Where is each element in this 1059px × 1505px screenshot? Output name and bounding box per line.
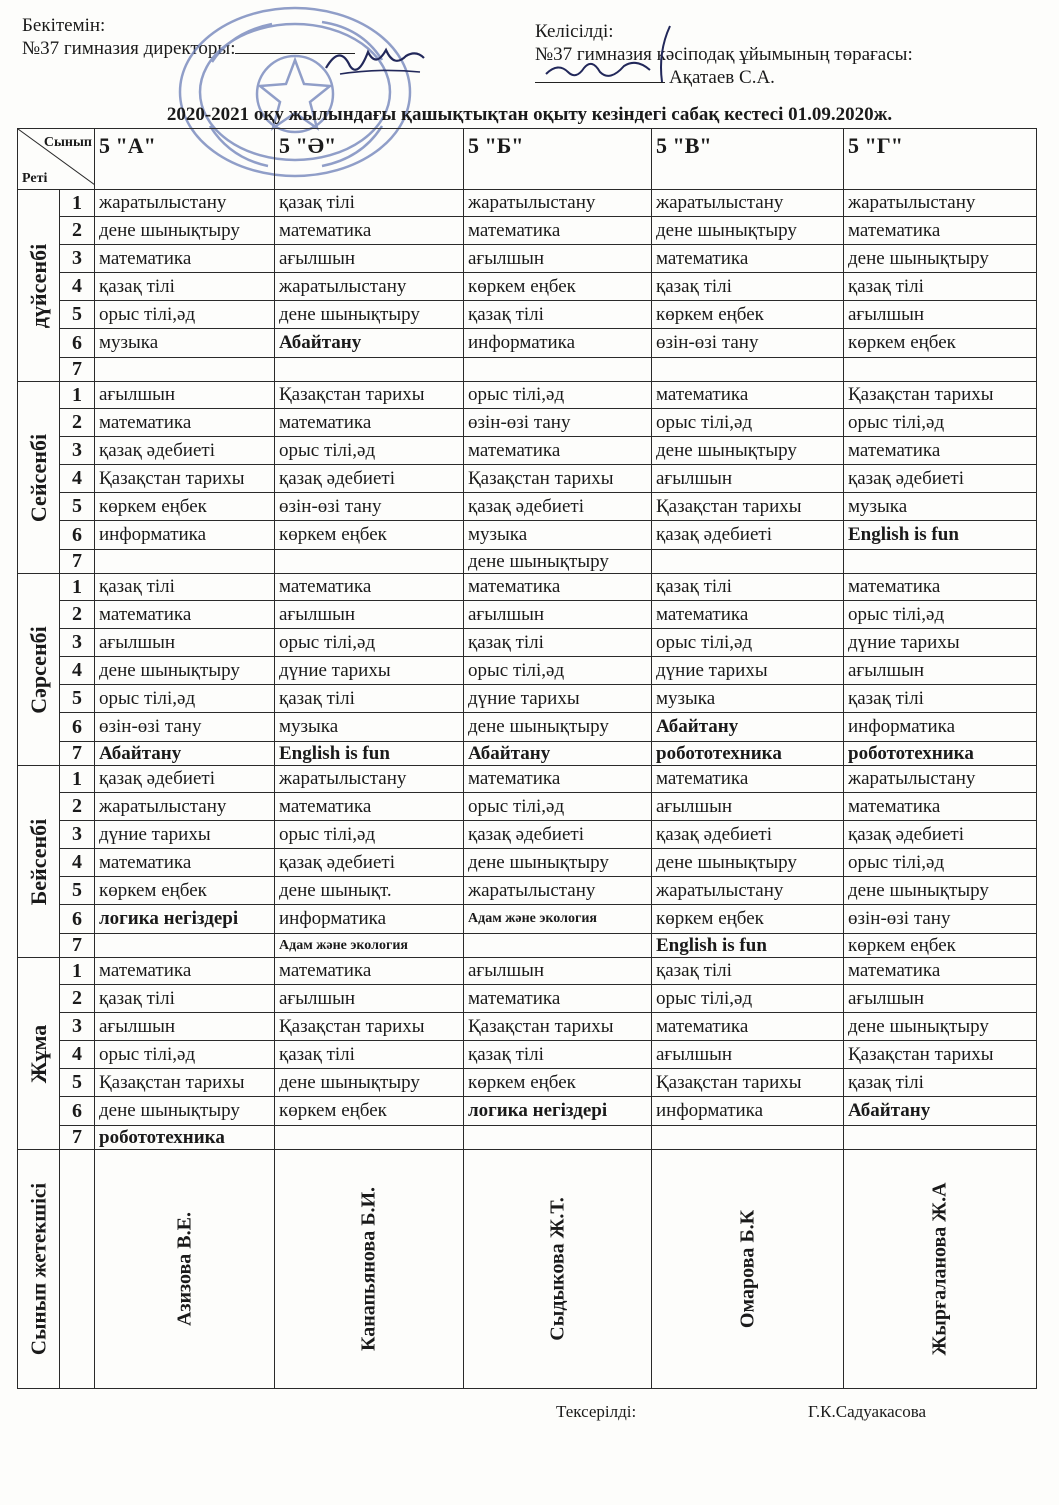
lesson-cell: қазақ тілі [844, 1069, 1037, 1097]
teacher-name: Канапьянова Б.И. [357, 1186, 380, 1352]
lesson-number: 7 [60, 550, 95, 574]
lesson-cell: дене шынықтыру [652, 849, 844, 877]
day-label: Жұма [25, 1024, 51, 1083]
lesson-cell: орыс тілі,әд [464, 793, 652, 821]
table-header-row [18, 129, 1037, 190]
lesson-cell: дене шынықтыру [844, 245, 1037, 273]
checker-name: Г.К.Садуакасова [808, 1402, 927, 1421]
lesson-cell: қазақ тілі [844, 685, 1037, 713]
lesson-cell: ағылшын [275, 245, 464, 273]
lesson-number: 6 [60, 905, 95, 934]
approval-block [22, 14, 359, 60]
lesson-cell: дене шынықтыру [275, 1069, 464, 1097]
table-row [18, 877, 1037, 905]
table-row [18, 958, 1037, 985]
lesson-cell: Қазақстан тарихы [652, 493, 844, 521]
class-header-5b: 5 "Б" [464, 129, 652, 190]
lesson-cell: қазақ әдебиеті [844, 465, 1037, 493]
lesson-cell: орыс тілі,әд [844, 849, 1037, 877]
corner-bottom-label: Реті [22, 171, 48, 186]
table-row [18, 301, 1037, 329]
class-header-5a: 5 "А" [95, 129, 275, 190]
lesson-cell: ағылшын [275, 601, 464, 629]
day-label: дүйсенбі [25, 243, 51, 328]
lesson-cell: дене шынықтыру [95, 657, 275, 685]
lesson-cell: музыка [464, 521, 652, 550]
lesson-number: 4 [60, 273, 95, 301]
lesson-cell: ағылшын [95, 629, 275, 657]
lesson-cell: логика негіздері [464, 1097, 652, 1126]
lesson-cell: жаратылыстану [464, 190, 652, 217]
lesson-cell: қазақ әдебиеті [275, 465, 464, 493]
union-signature-line [535, 68, 665, 83]
lesson-number: 5 [60, 685, 95, 713]
lesson-cell: робототехника [844, 742, 1037, 766]
lesson-number: 2 [60, 217, 95, 245]
lesson-cell: ағылшын [652, 1041, 844, 1069]
table-row [18, 849, 1037, 877]
lesson-number: 2 [60, 793, 95, 821]
lesson-cell: математика [275, 409, 464, 437]
table-row [18, 1041, 1037, 1069]
lesson-cell: жаратылыстану [275, 273, 464, 301]
lesson-cell: математика [275, 793, 464, 821]
lesson-cell: математика [464, 437, 652, 465]
lesson-cell: қазақ тілі [95, 574, 275, 601]
table-row [18, 985, 1037, 1013]
lesson-cell: ағылшын [464, 958, 652, 985]
lesson-cell: орыс тілі,әд [844, 409, 1037, 437]
class-header-5v: 5 "В" [652, 129, 844, 190]
lesson-cell: орыс тілі,әд [652, 985, 844, 1013]
lesson-number: 6 [60, 1097, 95, 1126]
table-row [18, 629, 1037, 657]
lesson-cell: орыс тілі,әд [95, 685, 275, 713]
lesson-cell: қазақ тілі [275, 685, 464, 713]
lesson-cell: ағылшын [464, 601, 652, 629]
lesson-cell [652, 550, 844, 574]
lesson-cell: дүние тарихы [95, 821, 275, 849]
lesson-cell: қазақ әдебиеті [652, 821, 844, 849]
lesson-cell: орыс тілі,әд [844, 601, 1037, 629]
lesson-cell: музыка [844, 493, 1037, 521]
lesson-cell: өзін-өзі тану [95, 713, 275, 742]
day-cell [18, 382, 60, 574]
table-row [18, 190, 1037, 217]
lesson-cell: дене шынықт. [275, 877, 464, 905]
day-label: Бейсенбі [25, 818, 51, 905]
day-cell [18, 766, 60, 958]
lesson-cell: математика [652, 601, 844, 629]
lesson-cell: қазақ тілі [652, 273, 844, 301]
lesson-cell: математика [464, 217, 652, 245]
lesson-cell: Қазақстан тарихы [275, 1013, 464, 1041]
lesson-cell [652, 358, 844, 382]
corner-cell [18, 129, 95, 190]
teacher-name: Омарова Б.К [736, 1209, 758, 1329]
lesson-cell: математика [844, 958, 1037, 985]
table-row [18, 713, 1037, 742]
lesson-cell: дене шынықтыру [95, 217, 275, 245]
lesson-number: 6 [60, 329, 95, 358]
lesson-cell: жаратылыстану [275, 766, 464, 793]
lesson-cell: ағылшын [95, 1013, 275, 1041]
lesson-number: 5 [60, 301, 95, 329]
lesson-number: 2 [60, 409, 95, 437]
lesson-cell: көркем еңбек [464, 1069, 652, 1097]
lesson-cell [275, 1126, 464, 1150]
lesson-cell: қазақ тілі [464, 301, 652, 329]
lesson-cell: дене шынықтыру [844, 1013, 1037, 1041]
lesson-cell: музыка [95, 329, 275, 358]
lesson-cell: қазақ әдебиеті [652, 521, 844, 550]
lesson-cell: Абайтану [275, 329, 464, 358]
lesson-cell: математика [95, 245, 275, 273]
lesson-cell [844, 1126, 1037, 1150]
lesson-cell: робототехника [652, 742, 844, 766]
lesson-cell: дене шынықтыру [652, 217, 844, 245]
lesson-cell: қазақ әдебиеті [464, 493, 652, 521]
lesson-cell: математика [652, 766, 844, 793]
lesson-cell: орыс тілі,әд [275, 437, 464, 465]
table-row [18, 905, 1037, 934]
document-title: 2020-2021 оқу жылындағы қашықтықтан оқыту кезіндегі сабақ кестесі 01.09.2020ж. [166, 104, 893, 125]
lesson-number: 1 [60, 574, 95, 601]
table-row [18, 742, 1037, 766]
lesson-number: 7 [60, 934, 95, 958]
lesson-cell [844, 550, 1037, 574]
lesson-cell: Қазақстан тарихы [464, 1013, 652, 1041]
lesson-cell: қазақ әдебиеті [275, 849, 464, 877]
lesson-cell: Қазақстан тарихы [652, 1069, 844, 1097]
lesson-cell: математика [844, 437, 1037, 465]
director-signature-line [235, 39, 355, 54]
lesson-cell: математика [652, 1013, 844, 1041]
lesson-cell: математика [844, 217, 1037, 245]
table-row [18, 217, 1037, 245]
lesson-cell: логика негіздері [95, 905, 275, 934]
lesson-cell: ағылшын [464, 245, 652, 273]
teachers-row [18, 1150, 1037, 1389]
lesson-cell [95, 934, 275, 958]
lesson-cell: дүние тарихы [652, 657, 844, 685]
table-row [18, 601, 1037, 629]
lesson-cell: дене шынықтыру [652, 437, 844, 465]
table-row [18, 574, 1037, 601]
table-row [18, 273, 1037, 301]
lesson-number: 2 [60, 601, 95, 629]
agree-position: №37 гимназия кәсіподақ ұйымының төрағасы: [535, 44, 913, 65]
lesson-cell: математика [652, 245, 844, 273]
lesson-cell: Абайтану [844, 1097, 1037, 1126]
lesson-cell: жаратылыстану [95, 190, 275, 217]
lesson-cell [844, 358, 1037, 382]
table-row [18, 465, 1037, 493]
lesson-cell: математика [275, 574, 464, 601]
lesson-cell: орыс тілі,әд [95, 1041, 275, 1069]
lesson-number: 4 [60, 465, 95, 493]
teacher-cell [275, 1150, 464, 1389]
lesson-number: 7 [60, 1126, 95, 1150]
lesson-number: 3 [60, 629, 95, 657]
lesson-cell: математика [95, 849, 275, 877]
lesson-cell: қазақ тілі [464, 629, 652, 657]
agree-label: Келісілді: [535, 21, 614, 42]
lesson-cell: математика [95, 409, 275, 437]
table-row [18, 550, 1037, 574]
lesson-cell: дене шынықтыру [275, 301, 464, 329]
lesson-cell: информатика [652, 1097, 844, 1126]
lesson-number: 5 [60, 1069, 95, 1097]
lesson-cell [652, 1126, 844, 1150]
lesson-number: 4 [60, 657, 95, 685]
table-row [18, 685, 1037, 713]
lesson-cell: орыс тілі,әд [275, 821, 464, 849]
lesson-cell: ағылшын [844, 985, 1037, 1013]
lesson-cell: Адам және экология [464, 905, 652, 934]
class-header-5ae: 5 "Ә" [275, 129, 464, 190]
lesson-cell: қазақ әдебиеті [844, 821, 1037, 849]
lesson-cell: қазақ тілі [275, 190, 464, 217]
lesson-cell: өзін-өзі тану [844, 905, 1037, 934]
lesson-cell: қазақ тілі [652, 574, 844, 601]
lesson-number: 1 [60, 190, 95, 217]
lesson-cell: математика [275, 217, 464, 245]
lesson-cell: қазақ әдебиеті [464, 821, 652, 849]
lesson-cell: информатика [844, 713, 1037, 742]
table-row [18, 521, 1037, 550]
lesson-cell: Қазақстан тарихы [844, 382, 1037, 409]
lesson-cell: дене шынықтыру [95, 1097, 275, 1126]
agree-name: Ақатаев С.А. [669, 67, 775, 88]
approve-position: №37 гимназия директоры: [22, 38, 236, 59]
lesson-cell: Қазақстан тарихы [95, 465, 275, 493]
lesson-cell: қазақ тілі [652, 958, 844, 985]
lesson-cell: математика [95, 958, 275, 985]
lesson-cell: көркем еңбек [464, 273, 652, 301]
teachers-label: Сынып жетекшісі [26, 1182, 50, 1356]
lesson-cell: Қазақстан тарихы [464, 465, 652, 493]
table-row [18, 437, 1037, 465]
table-row [18, 358, 1037, 382]
lesson-cell: математика [844, 574, 1037, 601]
teacher-cell [652, 1150, 844, 1389]
lesson-cell: математика [652, 382, 844, 409]
lesson-cell: дүние тарихы [464, 685, 652, 713]
lesson-cell: көркем еңбек [275, 1097, 464, 1126]
lesson-cell: математика [844, 793, 1037, 821]
day-label: Сейсенбі [25, 433, 51, 522]
lesson-cell: қазақ тілі [464, 1041, 652, 1069]
lesson-cell: Адам және экология [275, 934, 464, 958]
lesson-cell: жаратылыстану [844, 766, 1037, 793]
lesson-cell: Қазақстан тарихы [95, 1069, 275, 1097]
lesson-cell: дене шынықтыру [464, 713, 652, 742]
lesson-cell [275, 550, 464, 574]
schedule-table [17, 128, 1037, 1389]
lesson-cell [464, 1126, 652, 1150]
lesson-cell: көркем еңбек [95, 493, 275, 521]
table-row [18, 1069, 1037, 1097]
lesson-number: 4 [60, 1041, 95, 1069]
lesson-cell: қазақ тілі [95, 985, 275, 1013]
lesson-cell: English is fun [275, 742, 464, 766]
lesson-cell: информатика [95, 521, 275, 550]
table-row [18, 409, 1037, 437]
lesson-cell: көркем еңбек [844, 329, 1037, 358]
lesson-cell: дене шынықтыру [464, 550, 652, 574]
lesson-cell: жаратылыстану [844, 190, 1037, 217]
lesson-cell: робототехника [95, 1126, 275, 1150]
lesson-cell: дүние тарихы [844, 629, 1037, 657]
table-row [18, 493, 1037, 521]
teachers-blank-cell [60, 1150, 95, 1389]
lesson-number: 3 [60, 437, 95, 465]
day-cell [18, 190, 60, 382]
table-row [18, 657, 1037, 685]
table-row [18, 1097, 1037, 1126]
lesson-cell: жаратылыстану [464, 877, 652, 905]
teacher-cell [464, 1150, 652, 1389]
teachers-label-cell [18, 1150, 60, 1389]
lesson-cell: ағылшын [652, 465, 844, 493]
lesson-number: 5 [60, 877, 95, 905]
lesson-cell: орыс тілі,әд [652, 409, 844, 437]
table-row [18, 793, 1037, 821]
lesson-cell: қазақ әдебиеті [95, 437, 275, 465]
teacher-cell [844, 1150, 1037, 1389]
lesson-number: 1 [60, 382, 95, 409]
lesson-cell: музыка [275, 713, 464, 742]
table-row [18, 766, 1037, 793]
lesson-cell: орыс тілі,әд [464, 657, 652, 685]
lesson-cell: өзін-өзі тану [464, 409, 652, 437]
day-label: Сәрсенбі [25, 625, 51, 714]
lesson-cell: математика [464, 574, 652, 601]
lesson-cell: көркем еңбек [652, 905, 844, 934]
lesson-cell: дүние тарихы [275, 657, 464, 685]
checked-label: Тексерілді: [556, 1402, 637, 1421]
lesson-cell [464, 358, 652, 382]
lesson-cell: қазақ тілі [844, 273, 1037, 301]
lesson-cell: өзін-өзі тану [652, 329, 844, 358]
lesson-cell: English is fun [652, 934, 844, 958]
table-row [18, 821, 1037, 849]
lesson-cell: көркем еңбек [95, 877, 275, 905]
lesson-number: 4 [60, 849, 95, 877]
lesson-cell: информатика [275, 905, 464, 934]
lesson-cell: жаратылыстану [652, 190, 844, 217]
lesson-cell: көркем еңбек [652, 301, 844, 329]
lesson-cell: математика [464, 766, 652, 793]
lesson-cell: орыс тілі,әд [652, 629, 844, 657]
lesson-cell: жаратылыстану [95, 793, 275, 821]
lesson-number: 1 [60, 766, 95, 793]
lesson-number: 5 [60, 493, 95, 521]
lesson-number: 6 [60, 713, 95, 742]
corner-top-label: Сынып [43, 135, 92, 150]
teacher-name: Сыдыкова Ж.Т. [546, 1197, 568, 1341]
table-row [18, 245, 1037, 273]
lesson-cell: информатика [464, 329, 652, 358]
agreement-block [535, 20, 913, 89]
lesson-cell: ағылшын [844, 657, 1037, 685]
lesson-cell: музыка [652, 685, 844, 713]
lesson-cell: математика [275, 958, 464, 985]
lesson-cell: ағылшын [652, 793, 844, 821]
day-cell [18, 958, 60, 1150]
lesson-number: 7 [60, 358, 95, 382]
lesson-cell: ағылшын [844, 301, 1037, 329]
lesson-cell: Абайтану [95, 742, 275, 766]
lesson-cell: Қазақстан тарихы [275, 382, 464, 409]
lesson-cell: дене шынықтыру [464, 849, 652, 877]
lesson-cell: қазақ әдебиеті [95, 766, 275, 793]
lesson-cell: орыс тілі,әд [275, 629, 464, 657]
lesson-number: 1 [60, 958, 95, 985]
teacher-cell [95, 1150, 275, 1389]
table-row [18, 329, 1037, 358]
lesson-cell: көркем еңбек [275, 521, 464, 550]
lesson-cell: English is fun [844, 521, 1037, 550]
lesson-cell: жаратылыстану [652, 877, 844, 905]
day-cell [18, 574, 60, 766]
lesson-number: 6 [60, 521, 95, 550]
table-row [18, 1126, 1037, 1150]
lesson-cell [464, 934, 652, 958]
lesson-number: 2 [60, 985, 95, 1013]
teacher-name: Азизова В.Е. [173, 1212, 195, 1326]
table-row [18, 1013, 1037, 1041]
lesson-number: 3 [60, 1013, 95, 1041]
approve-label: Бекітемін: [22, 15, 106, 36]
lesson-cell: өзін-өзі тану [275, 493, 464, 521]
lesson-cell: дене шынықтыру [844, 877, 1037, 905]
lesson-cell: Абайтану [652, 713, 844, 742]
lesson-number: 3 [60, 245, 95, 273]
teacher-name: Жырғаланова Ж.А [928, 1182, 951, 1356]
lesson-cell: орыс тілі,әд [464, 382, 652, 409]
lesson-number: 3 [60, 821, 95, 849]
table-row [18, 382, 1037, 409]
lesson-cell: көркем еңбек [844, 934, 1037, 958]
class-header-5g: 5 "Г" [844, 129, 1037, 190]
lesson-cell: ағылшын [275, 985, 464, 1013]
lesson-cell [95, 550, 275, 574]
lesson-cell: ағылшын [95, 382, 275, 409]
lesson-cell: қазақ тілі [95, 273, 275, 301]
lesson-cell: математика [464, 985, 652, 1013]
lesson-cell: Абайтану [464, 742, 652, 766]
lesson-cell: қазақ тілі [275, 1041, 464, 1069]
lesson-cell [275, 358, 464, 382]
lesson-cell: орыс тілі,әд [95, 301, 275, 329]
lesson-cell: математика [95, 601, 275, 629]
lesson-cell: Қазақстан тарихы [844, 1041, 1037, 1069]
lesson-number: 7 [60, 742, 95, 766]
lesson-cell [95, 358, 275, 382]
table-row [18, 934, 1037, 958]
